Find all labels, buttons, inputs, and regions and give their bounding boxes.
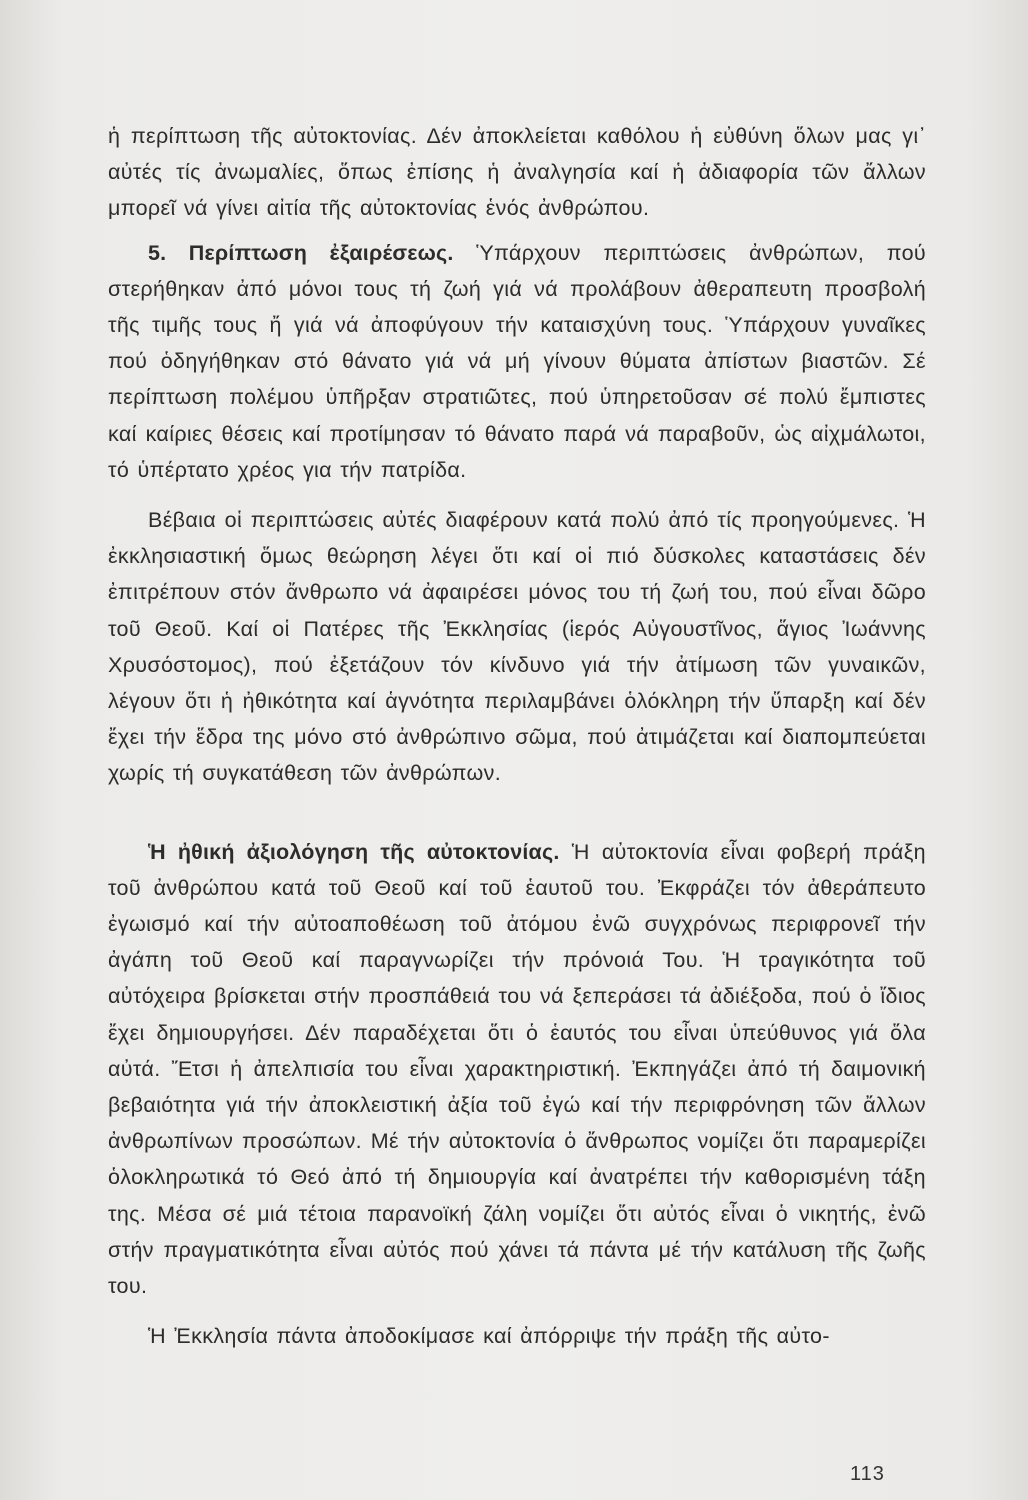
paragraph-4 bbox=[108, 834, 926, 1305]
paragraph-2 bbox=[108, 235, 926, 488]
section-heading-exception: 5. Περίπτωση ἐξαιρέσεως. bbox=[148, 240, 454, 265]
paragraph-2-text: Ὑπάρχουν περιπτώσεις ἀνθρώπων, πού στερήθηκαν ἀπό μόνοι τους τή ζωή γιά νά προλάβουν ἀθεραπευτη προσβολή τῆς τιμῆς τους ἤ γιά νά ἀποφύγουν τήν καταισχύνη τους. Ὑπάρχουν γυναῖκες πού ὁδηγήθηκαν στό θάνατο γιά νά μή γίνουν θύματα ἀπίστων βιαστῶν. Σέ περίπτωση πολέμου ὑπῆρξαν στρατιῶτες, πού ὑπηρετοῦσαν σέ πολύ ἔμπιστες καί καίριες θέσεις καί προτίμησαν τό θάνατο παρά νά παραβοῦν, ὡς αἰχμάλωτοι, τό ὑπέρτατο χρέος για τήν πατρίδα. bbox=[108, 240, 927, 482]
body-text bbox=[108, 118, 926, 1355]
paragraph-5-text: Ἡ Ἐκκλησία πάντα ἀποδοκίμασε καί ἀπόρριψε τήν πράξη τῆς αὐτο- bbox=[148, 1324, 830, 1349]
paragraph-1-text: ἡ περίπτωση τῆς αὐτοκτονίας. Δέν ἀποκλείεται καθόλου ἡ εὐθύνη ὅλων μας γι᾽ αὐτές τίς ἀνωμαλίες, ὅπως ἐπίσης ἡ ἀναλγησία καί ἡ ἀδιαφορία τῶν ἄλλων μπορεῖ νά γίνει αἰτία τῆς αὐτοκτονίας ἑνός ἀνθρώπου. bbox=[108, 124, 926, 221]
section-heading-ethical-evaluation: Ἡ ἠθική ἀξιολόγηση τῆς αὐτοκτονίας. bbox=[148, 839, 560, 864]
paragraph-4-text: Ἡ αὐτοκτονία εἶναι φοβερή πράξη τοῦ ἀνθρώπου κατά τοῦ Θεοῦ καί τοῦ ἑαυτοῦ του. Ἐκφράζει τόν ἀθεράπευτο ἐγωισμό καί τήν αὐτοαποθέωση τοῦ ἀτόμου ἐνῶ συγχρόνως περιφρονεῖ τήν ἀγάπη τοῦ Θεοῦ καί παραγνωρίζει τήν πρόνοιά Του. Ἡ τραγικότητα τοῦ αὐτόχειρα βρίσκεται στήν προσπάθειά του νά ξεπεράσει τά ἀδιέξοδα, πού ὁ ἴδιος ἔχει δημιουργήσει. Δέν παραδέχεται ὅτι ὁ ἑαυτός του εἶναι ὑπεύθυνος γιά ὅλα αὐτά. Ἔτσι ἡ ἀπελπισία του εἶναι χαρακτηριστική. Ἐκπηγάζει ἀπό τή δαιμονική βεβαιότητα γιά τήν ἀποκλειστική ἀξία τοῦ ἐγώ καί τήν περιφρόνηση τῶν ἄλλων ἀνθρωπίνων προσώπων. Μέ τήν αὐτοκτονία ὁ ἄνθρωπος νομίζει ὅτι παραμερίζει ὁλοκληρωτικά τό Θεό ἀπό τή δημιουργία καί ἀνατρέπει τήν καθορισμένη τάξη της. Μέσα σέ μιά τέτοια παρανοϊκή ζάλη νομίζει ὅτι αὐτός εἶναι ὁ νικητής, ἐνῶ στήν πραγματικότητα εἶναι αὐτός πού χάνει τά πάντα μέ τήν κατάλυση τῆς ζωῆς του. bbox=[108, 839, 926, 1299]
page-number: 113 bbox=[850, 1463, 885, 1485]
paragraph-5 bbox=[108, 1318, 926, 1354]
paragraph-1 bbox=[108, 118, 926, 227]
paragraph-3-text: Βέβαια οἱ περιπτώσεις αὐτές διαφέρουν κατά πολύ ἀπό τίς προηγούμενες. Ἡ ἐκκλησιαστική ὅμως θεώρηση λέγει ὅτι καί οἱ πιό δύσκολες καταστάσεις δέν ἐπιτρέπουν στόν ἄνθρωπο νά ἀφαιρέσει μόνος του τή ζωή του, πού εἶναι δῶρο τοῦ Θεοῦ. Καί οἱ Πατέρες τῆς Ἐκκλησίας (ἱερός Αὐγουστῖνος, ἅγιος Ἰωάννης Χρυσόστομος), πού ἐξετάζουν τόν κίνδυνο γιά τήν ἀτίμωση τῶν γυναικῶν, λέγουν ὅτι ἡ ἠθικότητα καί ἁγνότητα περιλαμβάνει ὁλόκληρη τήν ὕπαρξη καί δέν ἔχει τήν ἕδρα της μόνο στό ἀνθρώπινο σῶμα, πού ἀτιμάζεται καί διαπομπεύεται χωρίς τή συγκατάθεση τῶν ἀνθρώπων. bbox=[108, 508, 926, 786]
paragraph-3 bbox=[108, 502, 926, 792]
